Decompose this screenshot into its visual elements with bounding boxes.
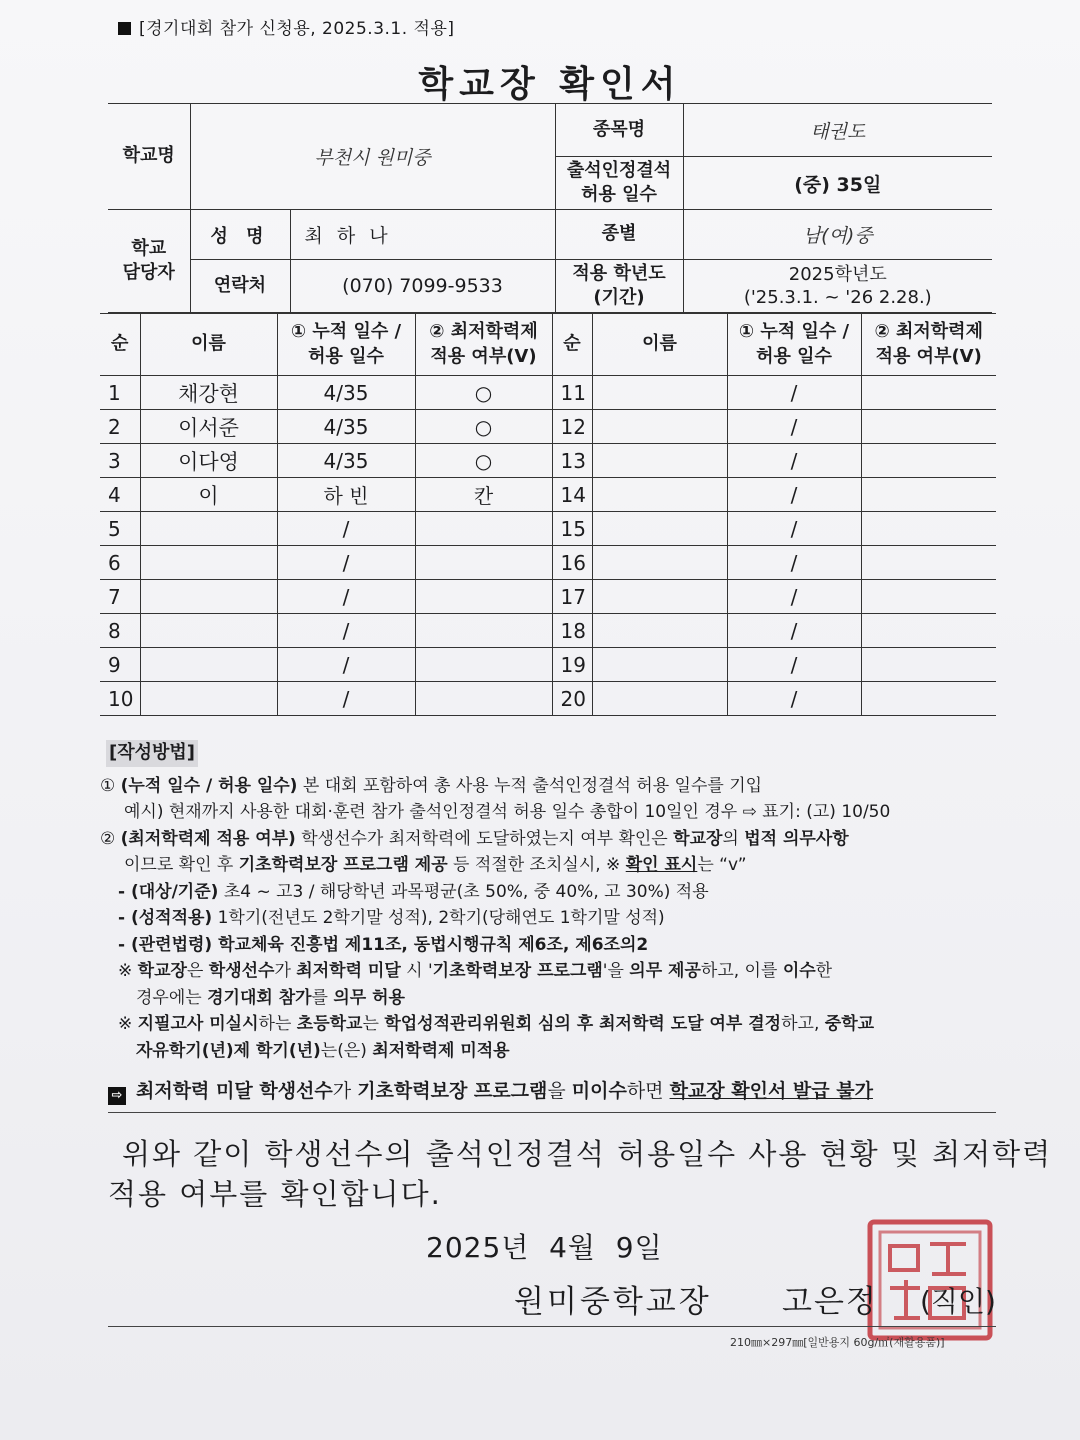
note-1-j: 의무 제공 xyxy=(629,961,701,981)
days-cell: / xyxy=(277,614,415,648)
min-academic-cell xyxy=(861,444,996,478)
note-1 xyxy=(100,958,1000,985)
item-2-bold3: 법적 의무사항 xyxy=(744,828,849,849)
table-row xyxy=(100,546,996,580)
min-academic-cell xyxy=(861,648,996,682)
contact-label: 학교 담당자 xyxy=(108,210,190,313)
col-name-header: 이름 xyxy=(592,314,727,376)
instruction-item-1 xyxy=(100,773,1000,800)
note-1-f: 최저학력 미달 xyxy=(296,961,401,981)
issue-date: 2025년 4월 9일 xyxy=(426,1231,663,1264)
allow-days-label: 출석인정결석 허용 일수 xyxy=(555,157,683,210)
note-2-e: 는 xyxy=(362,1014,385,1034)
days-cell: / xyxy=(277,512,415,546)
athlete-name xyxy=(140,682,277,716)
note-1-h: 기초학력보장 프로그램 xyxy=(432,961,603,981)
confirmation-line-1: 위와 같이 학생선수의 출석인정결석 허용일수 사용 현황 및 최저학력 xyxy=(122,1137,1053,1171)
row-number: 11 xyxy=(552,376,592,410)
days-cell: / xyxy=(727,478,861,512)
min-academic-cell: ○ xyxy=(415,410,552,444)
row-number: 19 xyxy=(552,648,592,682)
divider-bottom xyxy=(108,1326,996,1327)
item-2-text: 학생선수가 최저학력에 도달하였는지 여부 확인은 xyxy=(295,828,674,849)
notice-b: 가 xyxy=(332,1080,358,1102)
athlete-name xyxy=(592,410,727,444)
note-2-f: 학업성적관리위원회 심의 후 최저학력 도달 여부 결정 xyxy=(384,1014,782,1034)
divider-top xyxy=(108,1112,996,1113)
athlete-name: 이다영 xyxy=(140,444,277,478)
note-1-d: 학생선수 xyxy=(208,961,275,981)
row-number: 10 xyxy=(100,682,140,716)
note-1-line2-a: 경우에는 xyxy=(136,987,208,1008)
item-2-line2-e: 는 “v” xyxy=(697,855,747,875)
min-academic-cell xyxy=(415,648,552,682)
athlete-name xyxy=(592,478,727,512)
sub-3-bold: - (관련법령) 학교체육 진흥법 제11조, 동법시행규칙 제6조, 제6조의2 xyxy=(118,934,649,955)
table-row xyxy=(100,444,996,478)
min-academic-cell xyxy=(861,546,996,580)
sub-item-grades xyxy=(100,905,1000,932)
min-academic-cell xyxy=(415,682,552,716)
row-number: 7 xyxy=(100,580,140,614)
item-1-bold: (누적 일수 / 허용 일수) xyxy=(120,775,298,796)
min-academic-cell xyxy=(861,682,996,716)
days-cell: / xyxy=(727,580,861,614)
row-number: 9 xyxy=(100,648,140,682)
note-2-line2-b: 는(은) xyxy=(320,1040,373,1061)
athlete-name: 채강현 xyxy=(140,376,277,410)
note-2-line2 xyxy=(100,1038,1000,1065)
row-number: 6 xyxy=(100,546,140,580)
sub-2-bold: - (성적적용) xyxy=(118,908,213,928)
row-number: 16 xyxy=(552,546,592,580)
days-cell: / xyxy=(727,546,861,580)
table-row xyxy=(100,648,996,682)
min-academic-cell: ○ xyxy=(415,376,552,410)
note-1-i: '을 xyxy=(602,961,630,981)
days-cell: / xyxy=(277,580,415,614)
note-1-line2-c: 를 xyxy=(311,987,334,1008)
min-academic-cell: 칸 xyxy=(415,478,552,512)
col-min-header: ② 최저학력제 적용 여부(V) xyxy=(415,314,552,376)
col-days-header: ① 누적 일수 / 허용 일수 xyxy=(727,314,861,376)
sub-2-text: 1학기(전년도 2학기말 성적), 2학기(당해연도 1학기말 성적) xyxy=(212,908,665,928)
paper-spec: 210㎜×297㎜[일반용지 60g/㎡(재활용품)] xyxy=(730,1336,945,1349)
item-2-line2-a: 이므로 확인 후 xyxy=(124,855,239,875)
note-2-c: 하는 xyxy=(258,1014,297,1034)
grid-header-row xyxy=(100,314,996,376)
days-cell: 4/35 xyxy=(277,410,415,444)
row-number: 14 xyxy=(552,478,592,512)
days-cell: / xyxy=(727,376,861,410)
days-cell: / xyxy=(277,546,415,580)
days-cell: / xyxy=(727,648,861,682)
note-1-c: 은 xyxy=(186,961,209,981)
table-row xyxy=(100,682,996,716)
note-1-line2 xyxy=(100,985,1000,1012)
athlete-name xyxy=(140,648,277,682)
item-2-bold: (최저학력제 적용 여부) xyxy=(120,828,296,849)
days-cell: / xyxy=(727,512,861,546)
athlete-name xyxy=(592,512,727,546)
row-number: 5 xyxy=(100,512,140,546)
min-academic-cell xyxy=(861,512,996,546)
note-1-k: 하고, 이를 xyxy=(700,961,783,981)
row-number: 15 xyxy=(552,512,592,546)
school-value: 부천시 원미중 xyxy=(190,104,555,210)
note-2-line2-a: 자유학기(년)제 학기(년) xyxy=(136,1040,321,1061)
min-academic-cell xyxy=(415,614,552,648)
days-cell: / xyxy=(727,682,861,716)
min-academic-cell xyxy=(861,614,996,648)
confirmation-line-2: 적용 여부를 확인합니다. xyxy=(108,1177,442,1211)
athlete-name xyxy=(592,444,727,478)
sport-value: 태권도 xyxy=(683,104,992,157)
school-label: 학교명 xyxy=(108,104,190,210)
note-1-l: 이수 xyxy=(782,961,816,981)
min-academic-cell: ○ xyxy=(415,444,552,478)
notice-g: 학교장 확인서 발급 불가 xyxy=(669,1080,873,1102)
note-2-d: 초등학교 xyxy=(296,1014,363,1034)
form-tag-text: [경기대회 참가 신청용, 2025.3.1. 적용] xyxy=(139,19,455,39)
days-cell: / xyxy=(277,648,415,682)
athlete-name xyxy=(592,546,727,580)
sub-item-target xyxy=(100,879,1000,906)
form-tag xyxy=(118,14,455,39)
row-number: 13 xyxy=(552,444,592,478)
table-row xyxy=(100,580,996,614)
col-days-header: ① 누적 일수 / 허용 일수 xyxy=(277,314,415,376)
min-academic-cell xyxy=(861,580,996,614)
table-row xyxy=(100,614,996,648)
row-number: 3 xyxy=(100,444,140,478)
square-bullet-icon xyxy=(118,22,131,35)
row-number: 18 xyxy=(552,614,592,648)
notice-line xyxy=(108,1076,873,1105)
year-value: 2025학년도 ('25.3.1. ~ '26 2.28.) xyxy=(683,260,992,313)
document-title: 학교장 확인서 xyxy=(418,64,682,105)
notice-c: 기초학력보장 프로그램 xyxy=(357,1080,548,1102)
row-number: 12 xyxy=(552,410,592,444)
note-2 xyxy=(100,1011,1000,1038)
note-1-line2-b: 경기대회 참가 xyxy=(207,987,312,1008)
note-1-a: ※ xyxy=(118,961,138,981)
instruction-item-2-line2 xyxy=(100,852,1000,879)
col-min-header: ② 최저학력제 적용 여부(V) xyxy=(861,314,996,376)
note-1-m: 한 xyxy=(815,961,833,981)
athlete-name xyxy=(140,512,277,546)
athlete-name xyxy=(592,376,727,410)
table-row xyxy=(100,478,996,512)
athlete-name xyxy=(592,614,727,648)
instructions-heading: [작성방법] xyxy=(106,740,198,767)
note-2-g: 하고, xyxy=(781,1014,825,1034)
days-cell: 4/35 xyxy=(277,444,415,478)
col-no-header: 순 xyxy=(552,314,592,376)
item-2-bold2: 학교장 xyxy=(673,828,723,849)
days-cell: / xyxy=(277,682,415,716)
min-academic-cell xyxy=(415,512,552,546)
athlete-name: 이 xyxy=(140,478,277,512)
notice-f: 하면 xyxy=(626,1080,670,1102)
confirmation-text xyxy=(108,1134,1052,1214)
athlete-name xyxy=(592,682,727,716)
note-2-h: 중학교 xyxy=(824,1014,875,1034)
instructions xyxy=(100,740,1000,1064)
min-academic-cell xyxy=(415,580,552,614)
sub-1-text: 초4 ~ 고3 / 해당학년 과목평균(초 50%, 중 40%, 고 30%) 적용 xyxy=(218,881,709,902)
row-number: 4 xyxy=(100,478,140,512)
athlete-name xyxy=(140,614,277,648)
principal-name: 고은정 xyxy=(782,1284,878,1320)
item-2-line2-c: 등 적절한 조치실시, ※ xyxy=(447,855,626,875)
info-table xyxy=(108,103,992,313)
item-1-text: 본 대회 포함하여 총 사용 누적 출석인정결석 허용 일수를 기입 xyxy=(297,775,763,796)
row-number: 8 xyxy=(100,614,140,648)
arrow-box-icon: ⇨ xyxy=(108,1087,126,1105)
name-label: 성 명 xyxy=(190,210,290,260)
note-2-b: 지필고사 미실시 xyxy=(137,1014,259,1034)
min-academic-cell xyxy=(861,410,996,444)
item-2-line2-d: 확인 표시 xyxy=(625,855,698,875)
phone-label: 연락처 xyxy=(190,260,290,313)
col-name-header: 이름 xyxy=(140,314,277,376)
row-number: 20 xyxy=(552,682,592,716)
phone-value: (070) 7099-9533 xyxy=(290,260,555,313)
sport-label: 종목명 xyxy=(555,104,683,157)
table-row xyxy=(100,376,996,410)
row-number: 17 xyxy=(552,580,592,614)
item-2-text2: 의 xyxy=(722,828,745,849)
note-1-b: 학교장 xyxy=(137,961,187,981)
athlete-name xyxy=(140,580,277,614)
note-2-line2-c: 최저학력제 미적용 xyxy=(372,1040,510,1061)
days-cell: 4/35 xyxy=(277,376,415,410)
note-1-e: 가 xyxy=(274,961,297,981)
days-cell: / xyxy=(727,410,861,444)
item-1-mark: ① xyxy=(100,775,116,796)
allow-days-value: (중) 35일 xyxy=(683,157,992,210)
col-no-header: 순 xyxy=(100,314,140,376)
type-label: 종별 xyxy=(555,210,683,260)
instruction-item-1-example: 예시) 현재까지 사용한 대회·훈련 참가 출석인정결석 허용 일수 총합이 10일인 경우 ⇨ 표기: (고) 10/50 xyxy=(124,802,891,822)
sub-1-bold: - (대상/기준) xyxy=(118,881,219,902)
athlete-name xyxy=(140,546,277,580)
instruction-item-2 xyxy=(100,826,1000,853)
min-academic-cell xyxy=(415,546,552,580)
athlete-name xyxy=(592,648,727,682)
athlete-name: 이서준 xyxy=(140,410,277,444)
min-academic-cell xyxy=(861,478,996,512)
days-cell: / xyxy=(727,614,861,648)
notice-d: 을 xyxy=(547,1080,572,1102)
min-academic-cell xyxy=(861,376,996,410)
name-value: 최 하 나 xyxy=(290,210,555,260)
sub-item-laws xyxy=(100,932,1000,959)
item-2-line2-b: 기초학력보장 프로그램 제공 xyxy=(238,855,448,875)
row-number: 1 xyxy=(100,376,140,410)
note-1-g: 시 ' xyxy=(400,961,433,981)
type-value: 남(여)중 xyxy=(683,210,992,260)
athlete-name xyxy=(592,580,727,614)
seal-label: (직인) xyxy=(920,1285,996,1318)
athlete-grid xyxy=(100,313,996,716)
row-number: 2 xyxy=(100,410,140,444)
days-cell: / xyxy=(727,444,861,478)
year-label: 적용 학년도 (기간) xyxy=(555,260,683,313)
note-2-a: ※ xyxy=(118,1014,138,1034)
item-2-mark: ② xyxy=(100,828,116,849)
school-signature: 원미중학교장 xyxy=(514,1284,712,1320)
notice-a: 최저학력 미달 학생선수 xyxy=(136,1080,333,1102)
notice-e: 미이수 xyxy=(571,1080,627,1102)
days-cell: 하 빈 xyxy=(277,478,415,512)
note-1-line2-d: 의무 허용 xyxy=(333,987,405,1008)
table-row xyxy=(100,512,996,546)
table-row xyxy=(100,410,996,444)
